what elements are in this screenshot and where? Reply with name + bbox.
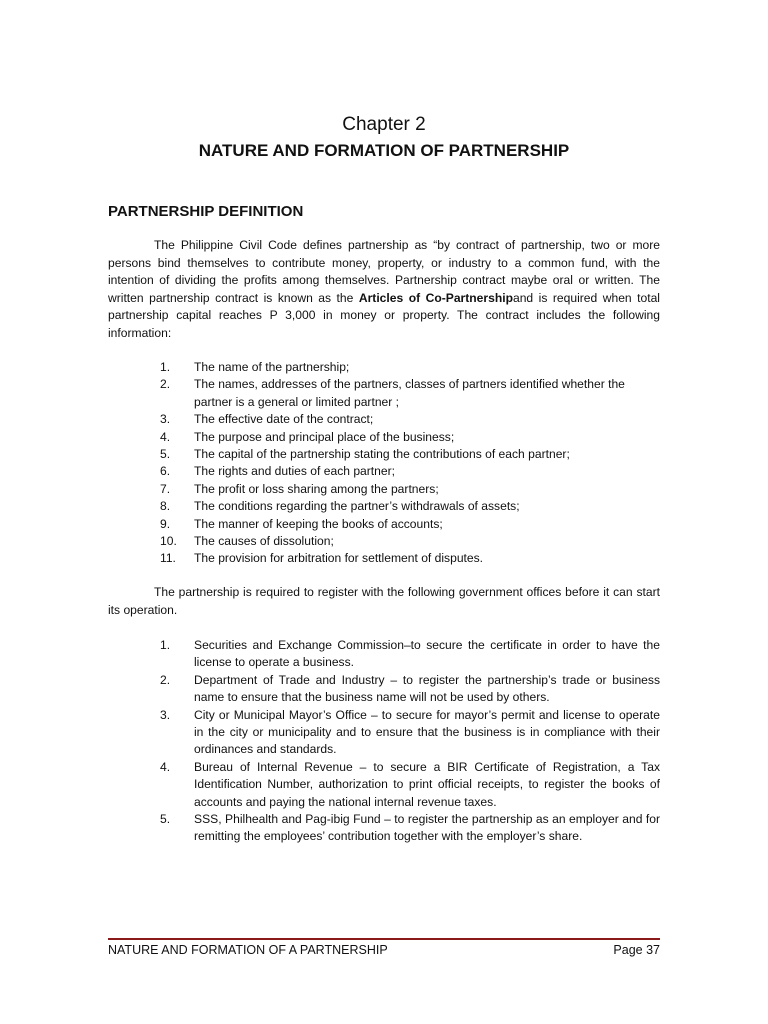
footer-title: NATURE AND FORMATION OF A PARTNERSHIP (108, 943, 388, 957)
list-text: Department of Trade and Industry – to register the partnership’s trade or business name to ensure that the business name will not be used by others. (194, 672, 660, 705)
list-text: The rights and duties of each partner; (194, 464, 396, 479)
intro-text-before: The Philippine Civil Code defines partnership as “by contract of partnership, two or more persons bind themselves to contribute money, property, or industry to a common fund, with the intention of dividing the profits among themselves. Partnership contract maybe oral or written. The written partnership contract is known as the (108, 238, 660, 305)
list-text: SSS, Philhealth and Pag-ibig Fund – to register the partnership as an employer and for remitting the employees’ contribution together with the employer’s share. (194, 812, 660, 844)
contract-item (108, 498, 660, 515)
list-text: Bureau of Internal Revenue – to secure a BIR Certificate of Registration, a Tax Identification Number, authorization to print official receipts, to register the books of accounts and paying the national internal revenue taxes. (194, 759, 660, 809)
list-text: The profit or loss sharing among the partners; (194, 481, 439, 496)
list-number: 4. (160, 429, 171, 444)
contract-item (108, 463, 660, 480)
list-text: The causes of dissolution; (194, 534, 334, 549)
list-text: The name of the partnership; (194, 360, 350, 374)
contract-item (108, 516, 660, 533)
section-heading: PARTNERSHIP DEFINITION (108, 203, 304, 220)
list-text: City or Municipal Mayor’s Office – to secure for mayor’s permit and license to operate in the city or municipality and to ensure that the business is in compliance with their ordinances and standards. (194, 707, 660, 757)
list-number: 6. (160, 464, 171, 479)
registration-text: The partnership is required to register with the following government offices before it can start its operation. (108, 585, 660, 617)
list-number: 3. (160, 412, 171, 427)
page-number: Page 37 (613, 943, 660, 957)
list-number: 3. (160, 707, 171, 722)
footer-rule (108, 938, 660, 940)
list-text: The purpose and principal place of the business; (194, 429, 455, 444)
list-text: The conditions regarding the partner’s withdrawals of assets; (194, 499, 520, 514)
list-number: 2. (160, 377, 171, 392)
list-number: 1. (160, 360, 171, 374)
chapter-number: Chapter 2 (342, 114, 426, 135)
list-number: 5. (160, 812, 171, 827)
list-text: The provision for arbitration for settlement of disputes. (194, 551, 484, 566)
contract-item (108, 376, 660, 411)
list-number: 8. (160, 499, 171, 514)
government-offices-list (108, 637, 660, 846)
contract-item (108, 446, 660, 463)
office-item (108, 759, 660, 811)
list-text: The names, addresses of the partners, classes of partners identified whether the partner is a general or limited partner ; (194, 377, 625, 409)
list-number: 9. (160, 516, 171, 531)
contract-items-list (108, 359, 660, 568)
chapter-title: NATURE AND FORMATION OF PARTNERSHIP (198, 141, 570, 160)
list-number: 1. (160, 638, 171, 652)
list-number: 2. (160, 672, 171, 687)
intro-paragraph (108, 237, 660, 342)
contract-item (108, 359, 660, 376)
list-text: The manner of keeping the books of accounts; (194, 516, 443, 531)
contract-item (108, 481, 660, 498)
contract-item (108, 411, 660, 428)
list-text: The capital of the partnership stating the contributions of each partner; (194, 447, 570, 462)
office-item (108, 811, 660, 846)
list-number: 11. (160, 551, 176, 566)
list-text: The effective date of the contract; (194, 412, 374, 427)
contract-item (108, 429, 660, 446)
list-number: 10. (160, 534, 177, 549)
office-item (108, 672, 660, 707)
contract-item (108, 550, 660, 567)
registration-paragraph (108, 584, 660, 619)
list-number: 7. (160, 481, 171, 496)
office-item (108, 637, 660, 672)
list-text: Securities and Exchange Commission–to secure the certificate in order to have the license to operate a business. (194, 638, 660, 670)
list-number: 5. (160, 447, 171, 462)
intro-bold-term: Articles of Co-Partnership (358, 290, 513, 305)
intro-text-after: and is required when total partnership capital reaches P 3,000 in money or property. The contract includes the following information: (108, 290, 660, 340)
office-item (108, 707, 660, 759)
contract-item (108, 533, 660, 550)
list-number: 4. (160, 759, 171, 774)
